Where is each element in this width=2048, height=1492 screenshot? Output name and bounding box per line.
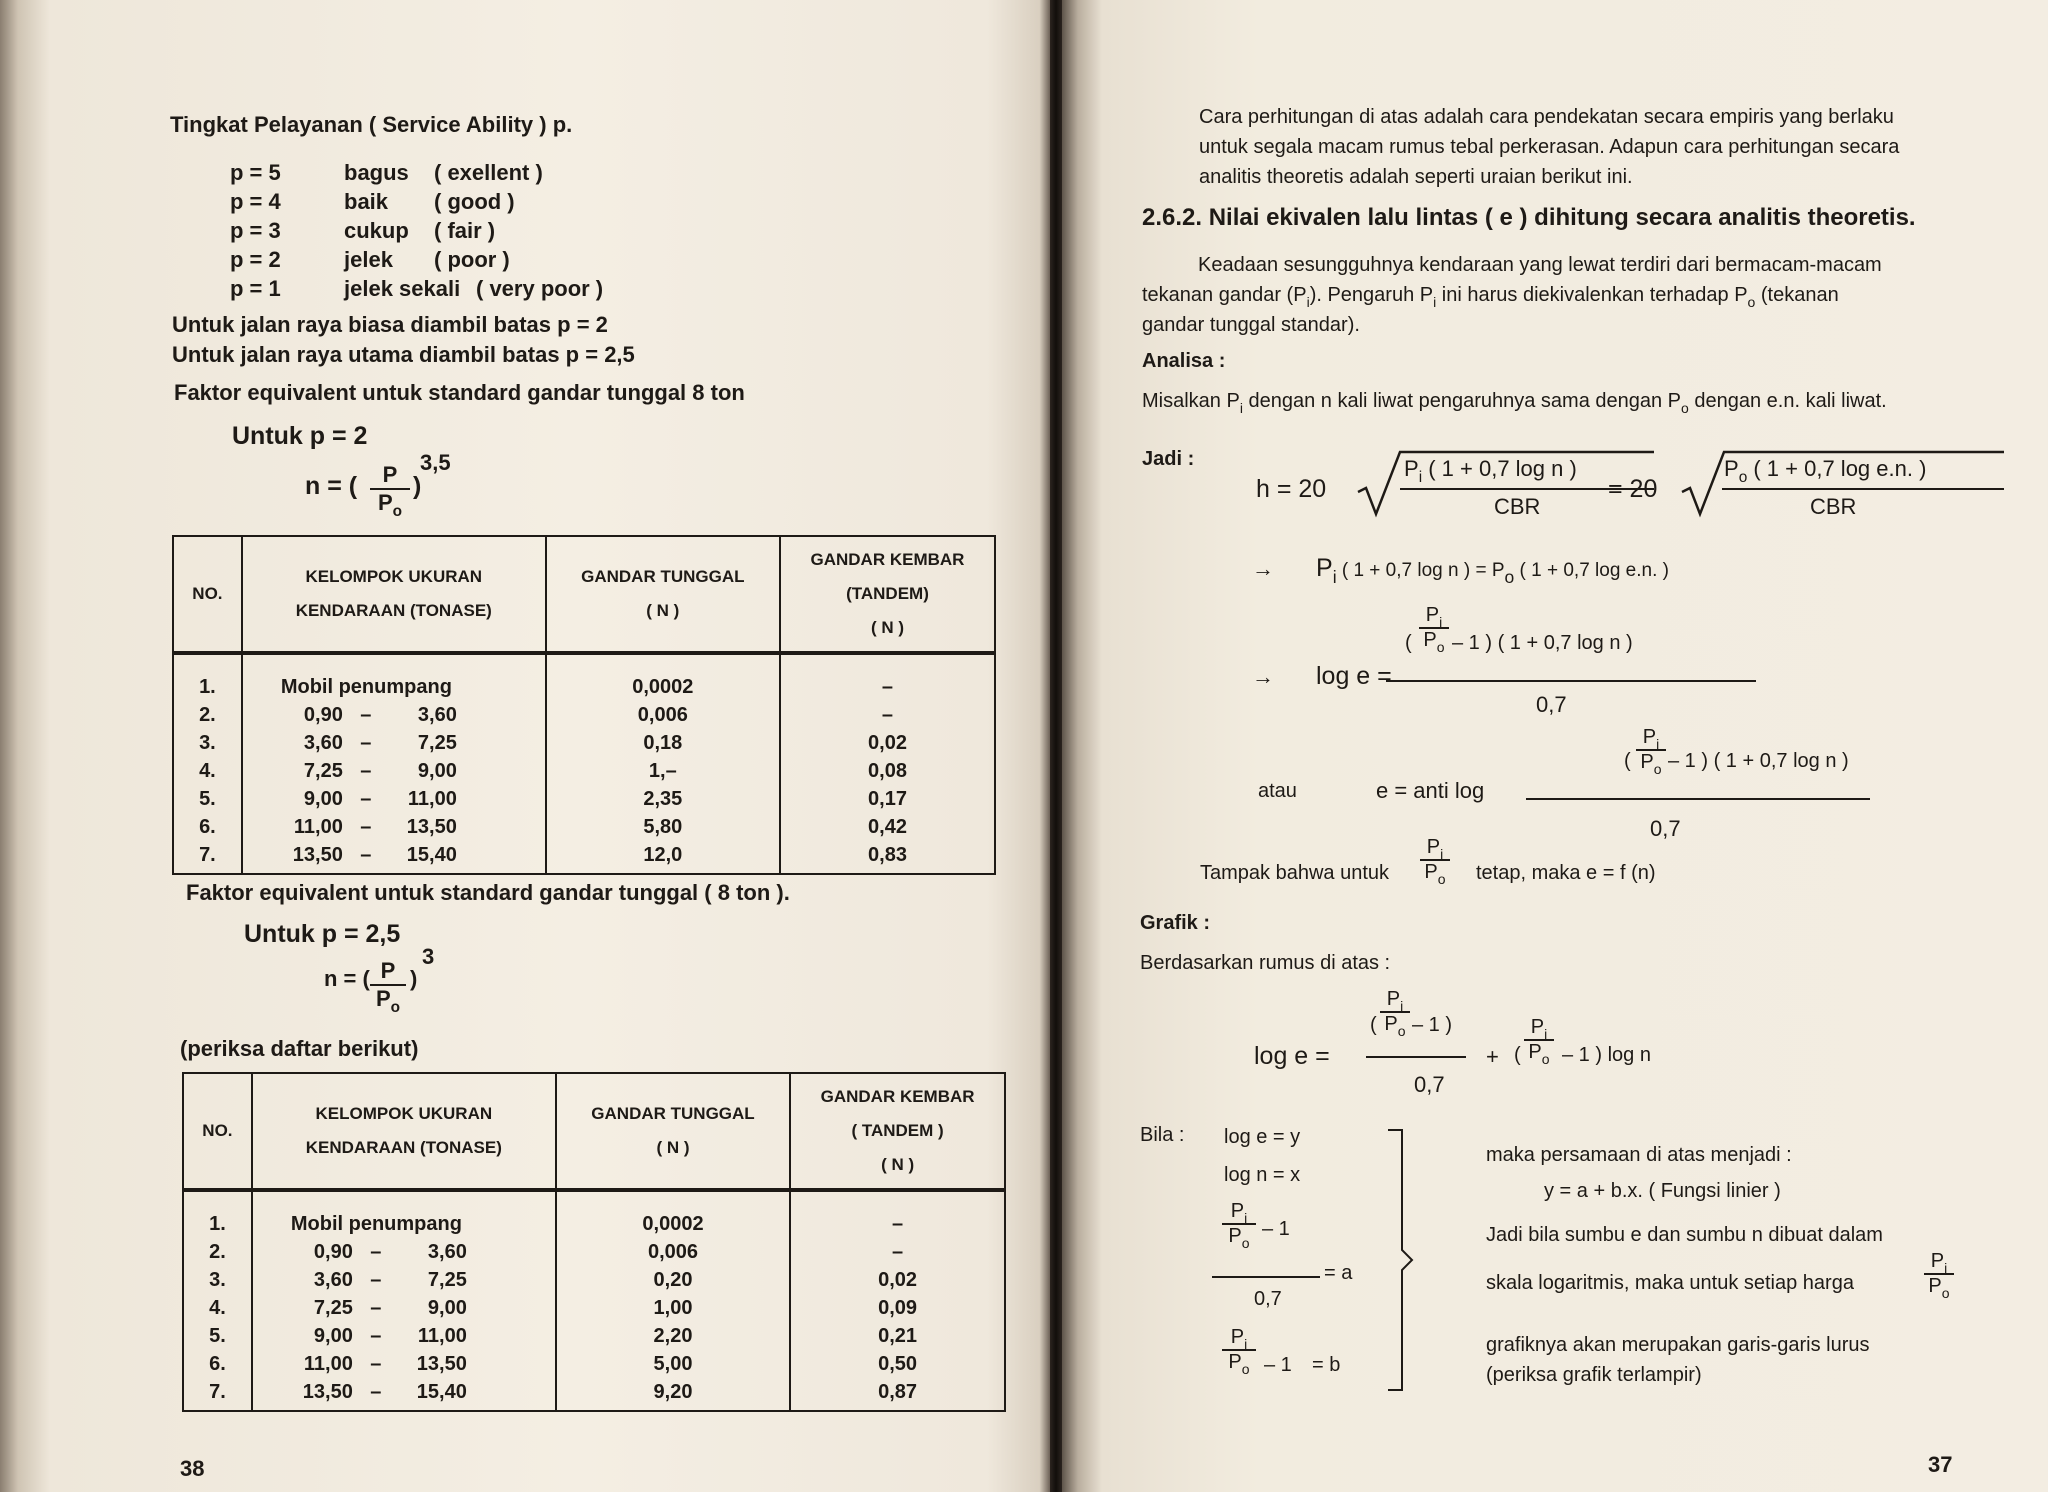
col-tandem-axle: GANDAR KEMBAR ( TANDEM ) ( N ) xyxy=(790,1073,1005,1190)
case-p-25: Untuk p = 2,5 xyxy=(244,920,401,948)
table-row xyxy=(173,757,995,785)
cell-tandem-axle: 0,83 xyxy=(780,841,995,874)
level-p: p = 4 xyxy=(230,189,281,214)
equivalent-factor-table-p2 xyxy=(172,535,996,875)
level-english: ( good ) xyxy=(434,189,515,214)
cell-single-axle: 9,20 xyxy=(556,1378,790,1411)
tampak-text-2: tetap, maka e = f (n) xyxy=(1476,862,1656,884)
radical-1-denominator: CBR xyxy=(1494,494,1541,519)
cell-no: 4. xyxy=(183,1294,252,1322)
equals-a: = a xyxy=(1324,1262,1353,1284)
para-line-1: Keadaan sesungguhnya kendaraan yang lewat terdiri dari bermacam-macam xyxy=(1198,254,1882,276)
cell-vehicle-range: 11,00 – 13,50 xyxy=(242,813,546,841)
pi-over-po-5: $\frac{P_i}{P_o}$ xyxy=(1524,1016,1554,1064)
equivalent-factor-table-p25 xyxy=(182,1072,1006,1412)
col-vehicle-group: KELOMPOK UKURAN KENDARAAN (TONASE) xyxy=(252,1073,556,1190)
pi-over-po-7: $\frac{P_i}{P_o}$ xyxy=(1222,1326,1256,1374)
cell-no: 1. xyxy=(173,653,242,701)
cell-no: 6. xyxy=(183,1350,252,1378)
radical-1-numerator: $P_i$ ( 1 + 0,7 log n ) xyxy=(1404,456,1577,487)
term1-denominator: 0,7 xyxy=(1414,1072,1445,1097)
berdasar-text: Berdasarkan rumus di atas : xyxy=(1140,952,1391,974)
e-anti-log: e = anti log xyxy=(1376,778,1485,803)
cell-single-axle: 0,006 xyxy=(546,701,780,729)
table-row xyxy=(183,1350,1005,1378)
cell-vehicle-range: 11,00 – 13,50 xyxy=(252,1350,556,1378)
page-number-left: 38 xyxy=(180,1456,205,1481)
cell-vehicle-range: 9,00 – 11,00 xyxy=(242,785,546,813)
col-single-axle: GANDAR TUNGGAL ( N ) xyxy=(556,1073,790,1190)
term2-rest: – 1 ) log n xyxy=(1562,1044,1651,1066)
right-page: Cara perhitungan di atas adalah cara pendekatan secara empiris yang berlaku untuk segala macam rumus tebal perkerasan. Adapun cara perhitungan secara analitis theoretis adalah seperti uraian berikut ini. 2.6.2. Nilai ekivalen lalu lintas ( e ) dihitung secara analitis theoretis. Keadaan sesungguhnya kendaraan yang lewat terdiri dari bermacam-macam tekanan gandar $(P_i)$. Pengaruh $P_i$ ini harus diekivalenkan terhadap $P_o$ (tekanan gandar tunggal standar). Analisa : Misalkan $P_i$ dengan n kali liwat pengaruhnya sama dengan $P_o$ dengan e.n. kali liwat. Jadi : h = 20 $P_i$ ( 1 + 0,7 log n ) CBR = 20 $P_o$ ( 1 + 0,7 log e.n. ) CBR → $P_i$ ( 1 + 0,7 log n ) = $P_o$ ( 1 + 0,7 log e.n. ) → log e = $\frac{P_i}{P_o}$ ( – 1 ) ( 1 + 0,7 log n ) 0,7 atau e = anti log $\frac{P_i}{P_o}$ ( – 1 ) ( 1 + 0,7 log n ) 0,7 Tampak bahwa untuk $\frac{P_i}{P_o}$ tetap, maka e = f (n) Grafik : Berdasarkan rumus di atas : log e = $\frac{P_i}{P_o}$ ( – 1 ) 0,7 + ( $\frac{P_i}{P_o}$ – 1 ) log n Bila : log e = y log n = x $\frac{P_i}{P_o}$ – 1 = a 0,7 $\frac{P_i}{P_o}$ – 1 = b maka persamaan di atas menjadi : y = a + b.x. ( Fungsi linier ) Jadi bila sumbu e dan sumbu n dibuat dalam skala logaritmis, maka untuk setiap harga $\frac{P_i}{P_o}$ grafiknya akan merupakan garis-garis lurus (periksa grafik terlampir) 37 xyxy=(1062,0,2048,1492)
anti-log-denominator: 0,7 xyxy=(1650,816,1681,841)
log-e-equals: log e = xyxy=(1316,662,1392,690)
bila-label: Bila : xyxy=(1140,1124,1185,1146)
col-no: NO. xyxy=(173,536,242,653)
level-english: ( poor ) xyxy=(434,247,510,272)
cell-tandem-axle: – xyxy=(790,1190,1005,1238)
cell-no: 3. xyxy=(173,729,242,757)
cell-single-axle: 5,00 xyxy=(556,1350,790,1378)
atau-label: atau xyxy=(1258,780,1297,802)
section-heading: 2.6.2. Nilai ekivalen lalu lintas ( e ) dihitung secara analitis theoretis. xyxy=(1142,204,1916,231)
table-row xyxy=(183,1190,1005,1238)
term1-numerator: – 1 ) xyxy=(1412,1014,1453,1036)
limit-main-road: Untuk jalan raya utama diambil batas p = 2,5 xyxy=(172,342,635,367)
bila-logn-x: log n = x xyxy=(1224,1164,1301,1186)
cell-no: 7. xyxy=(183,1378,252,1411)
level-p: p = 2 xyxy=(230,247,281,272)
cell-no: 3. xyxy=(183,1266,252,1294)
cell-tandem-axle: 0,02 xyxy=(790,1266,1005,1294)
cell-no: 6. xyxy=(173,813,242,841)
cell-vehicle-range: 3,60 – 7,25 xyxy=(252,1266,556,1294)
cell-vehicle-range: 0,90 – 3,60 xyxy=(242,701,546,729)
level-english: ( very poor ) xyxy=(476,276,604,301)
jadi-bila-text: Jadi bila sumbu e dan sumbu n dibuat dalam xyxy=(1486,1224,1883,1246)
cell-no: 5. xyxy=(173,785,242,813)
arrow-1: → xyxy=(1252,556,1274,581)
col-vehicle-group: KELOMPOK UKURAN KENDARAAN (TONASE) xyxy=(242,536,546,653)
col-tandem-axle: GANDAR KEMBAR (TANDEM) ( N ) xyxy=(780,536,995,653)
see-list-note: (periksa daftar berikut) xyxy=(180,1036,419,1061)
col-single-axle: GANDAR TUNGGAL ( N ) xyxy=(546,536,780,653)
pi-over-po-6: $\frac{P_i}{P_o}$ xyxy=(1222,1200,1256,1248)
a-denominator: 0,7 xyxy=(1254,1288,1282,1310)
cell-vehicle-range: 13,50 – 15,40 xyxy=(252,1378,556,1411)
cell-tandem-axle: – xyxy=(780,701,995,729)
cell-no: 5. xyxy=(183,1322,252,1350)
intro-line-2: untuk segala macam rumus tebal perkerasan. Adapun cara perhitungan secara xyxy=(1199,136,1900,158)
table-row xyxy=(183,1266,1005,1294)
level-label: jelek xyxy=(344,247,393,272)
table-row xyxy=(183,1322,1005,1350)
table-row xyxy=(173,813,995,841)
cell-single-axle: 0,18 xyxy=(546,729,780,757)
page-number-right: 37 xyxy=(1928,1452,1953,1477)
cell-single-axle: 5,80 xyxy=(546,813,780,841)
cell-single-axle: 2,35 xyxy=(546,785,780,813)
plus-sign: + xyxy=(1486,1044,1499,1069)
cell-no: 1. xyxy=(183,1190,252,1238)
cell-vehicle-range: 13,50 – 15,40 xyxy=(242,841,546,874)
level-english: ( fair ) xyxy=(434,218,496,243)
cell-vehicle-range: Mobil penumpang xyxy=(242,653,546,701)
cell-tandem-axle: 0,50 xyxy=(790,1350,1005,1378)
limit-ordinary-road: Untuk jalan raya biasa diambil batas p = 2 xyxy=(172,312,608,337)
cell-vehicle-range: 3,60 – 7,25 xyxy=(242,729,546,757)
col-no: NO. xyxy=(183,1073,252,1190)
level-label: bagus xyxy=(344,160,409,185)
cell-single-axle: 0,006 xyxy=(556,1238,790,1266)
cell-single-axle: 2,20 xyxy=(556,1322,790,1350)
jadi-label: Jadi : xyxy=(1142,448,1195,470)
grafik-text: grafiknya akan merupakan garis-garis lurus xyxy=(1486,1334,1870,1356)
cell-vehicle-range: 0,90 – 3,60 xyxy=(252,1238,556,1266)
table-row xyxy=(183,1294,1005,1322)
left-page: Tingkat Pelayanan ( Service Ability ) p. p = 5 bagus ( exellent ) p = 4 baik ( good ) p = 3 cukup ( fair ) p = 2 jelek ( poor ) p = 1 jelek sekali ( very poor ) Untuk jalan raya biasa diambil batas p = 2 Untuk jalan raya utama diambil batas p = 2,5 Faktor equivalent untuk standard gandar tunggal 8 ton Untuk p = 2 n = ( $\frac{P}{P_o}$ ) 3,5 NO. KELOMPOK UKURAN KENDARAAN (TONASE) GANDAR TUNGGAL ( N ) GANDAR KEMBAR (TANDEM) ( N ) 1. Mobil penumpang 0,0002 – 2. 0,90 – 3,60 0,006 – 3. 3,60 – 7,25 0,18 0,02 4. 7,25 – 9,00 1,– 0,08 5. 9,00 – 11,00 2,35 0,17 6. 11,00 – 13,50 5,80 0,42 7. 13,50 – 15,40 12,0 0,83 Faktor equivalent untuk standard gandar tunggal ( 8 ton ). Untuk p = 2,5 n = ( $\frac{P}{P_o}$ ) 3 (periksa daftar berikut) NO. KELOMPOK UKURAN KENDARAAN (TONASE) GANDAR TUNGGAL ( N ) GANDAR KEMBAR ( TANDEM ) ( N ) 1. Mobil penumpang 0,0002 – 2. 0,90 – 3,60 0,006 – 3. 3,60 – 7,25 0,20 0,02 4. 7,25 – 9,00 1,00 0,09 5. 9,00 – 11,00 2,20 0,21 6. 11,00 – 13,50 5,00 0,50 7. 13,50 – 15,40 9,20 0,87 38 xyxy=(0,0,1050,1492)
cell-no: 7. xyxy=(173,841,242,874)
a-minus-one: – 1 xyxy=(1262,1218,1290,1240)
cell-tandem-axle: 0,02 xyxy=(780,729,995,757)
cell-vehicle-range: 7,25 – 9,00 xyxy=(242,757,546,785)
case-p-2: Untuk p = 2 xyxy=(232,422,368,450)
tampak-text-1: Tampak bahwa untuk xyxy=(1200,862,1390,884)
level-label: cukup xyxy=(344,218,409,243)
log-e-numerator: – 1 ) ( 1 + 0,7 log n ) xyxy=(1452,632,1633,654)
table-row xyxy=(183,1238,1005,1266)
level-label: baik xyxy=(344,189,389,214)
level-p: p = 3 xyxy=(230,218,281,243)
cell-vehicle-range: 9,00 – 11,00 xyxy=(252,1322,556,1350)
maka-text: maka persamaan di atas menjadi : xyxy=(1486,1144,1792,1166)
pi-over-po-8: $\frac{P_i}{P_o}$ xyxy=(1924,1250,1954,1298)
grafik-label: Grafik : xyxy=(1140,912,1211,934)
intro-line-3: analitis theoretis adalah seperti uraian berikut ini. xyxy=(1199,166,1633,188)
pi-over-po-1: $\frac{P_i}{P_o}$ xyxy=(1419,604,1449,652)
cell-tandem-axle: 0,87 xyxy=(790,1378,1005,1411)
h-equals-20: h = 20 xyxy=(1256,475,1327,503)
book-spine xyxy=(1050,0,1062,1492)
intro-line-1: Cara perhitungan di atas adalah cara pendekatan secara empiris yang berlaku xyxy=(1199,106,1894,128)
level-p: p = 1 xyxy=(230,276,281,301)
radical-2-numerator: $P_o$ ( 1 + 0,7 log e.n. ) xyxy=(1724,456,1927,487)
equals-20: = 20 xyxy=(1608,475,1658,503)
cell-single-axle: 12,0 xyxy=(546,841,780,874)
factor-heading-2: Faktor equivalent untuk standard gandar tunggal ( 8 ton ). xyxy=(186,880,790,905)
cell-tandem-axle: 0,21 xyxy=(790,1322,1005,1350)
pi-over-po-2: $\frac{P_i}{P_o}$ xyxy=(1636,726,1666,774)
suppose-line: Misalkan $P_i$ dengan n kali liwat pengaruhnya sama dengan $P_o$ dengan e.n. kali liwat. xyxy=(1142,390,1887,416)
table-row xyxy=(173,841,995,874)
table-row xyxy=(183,1378,1005,1411)
cell-single-axle: 1,00 xyxy=(556,1294,790,1322)
cell-tandem-axle: – xyxy=(780,653,995,701)
cell-single-axle: 0,0002 xyxy=(546,653,780,701)
cell-single-axle: 0,20 xyxy=(556,1266,790,1294)
b-minus-one: – 1 xyxy=(1264,1354,1292,1376)
equality-step: $P_i$ ( 1 + 0,7 log n ) = $P_o$ ( 1 + 0,7 log e.n. ) xyxy=(1316,554,1669,587)
cell-tandem-axle: 0,09 xyxy=(790,1294,1005,1322)
level-p: p = 5 xyxy=(230,160,281,185)
bila-loge-y: log e = y xyxy=(1224,1126,1301,1148)
cell-single-axle: 0,0002 xyxy=(556,1190,790,1238)
cell-no: 2. xyxy=(183,1238,252,1266)
cell-single-axle: 1,– xyxy=(546,757,780,785)
radical-2-denominator: CBR xyxy=(1810,494,1857,519)
anti-log-numerator: – 1 ) ( 1 + 0,7 log n ) xyxy=(1668,750,1849,772)
equals-b: = b xyxy=(1312,1354,1341,1376)
right-brace xyxy=(1382,1126,1428,1396)
analisa-label: Analisa : xyxy=(1142,350,1226,372)
table-row xyxy=(173,729,995,757)
cell-vehicle-range: 7,25 – 9,00 xyxy=(252,1294,556,1322)
periksa-text: (periksa grafik terlampir) xyxy=(1486,1364,1702,1386)
pi-over-po-3: $\frac{P_i}{P_o}$ xyxy=(1420,836,1450,884)
table-row xyxy=(173,701,995,729)
cell-tandem-axle: 0,08 xyxy=(780,757,995,785)
level-label: jelek sekali xyxy=(344,276,461,301)
cell-tandem-axle: 0,17 xyxy=(780,785,995,813)
factor-heading-1: Faktor equivalent untuk standard gandar tunggal 8 ton xyxy=(174,380,745,405)
skala-text: skala logaritmis, maka untuk setiap harga xyxy=(1486,1272,1854,1294)
pi-over-po-4: $\frac{P_i}{P_o}$ xyxy=(1380,988,1410,1036)
table-row xyxy=(173,653,995,701)
linear-equation: y = a + b.x. ( Fungsi linier ) xyxy=(1544,1180,1781,1202)
para-line-3: gandar tunggal standar). xyxy=(1142,314,1360,336)
cell-no: 4. xyxy=(173,757,242,785)
table-row xyxy=(173,785,995,813)
cell-vehicle-range: Mobil penumpang xyxy=(252,1190,556,1238)
cell-tandem-axle: 0,42 xyxy=(780,813,995,841)
log-e-denominator: 0,7 xyxy=(1536,692,1567,717)
log-e-equals-2: log e = xyxy=(1254,1042,1330,1070)
service-ability-title: Tingkat Pelayanan ( Service Ability ) p. xyxy=(170,112,573,137)
para-line-2: tekanan gandar $(P_i)$. Pengaruh $P_i$ ini harus diekivalenkan terhadap $P_o$ (tekanan xyxy=(1142,284,1839,310)
cell-tandem-axle: – xyxy=(790,1238,1005,1266)
cell-no: 2. xyxy=(173,701,242,729)
arrow-2: → xyxy=(1252,664,1274,689)
level-english: ( exellent ) xyxy=(434,160,543,185)
